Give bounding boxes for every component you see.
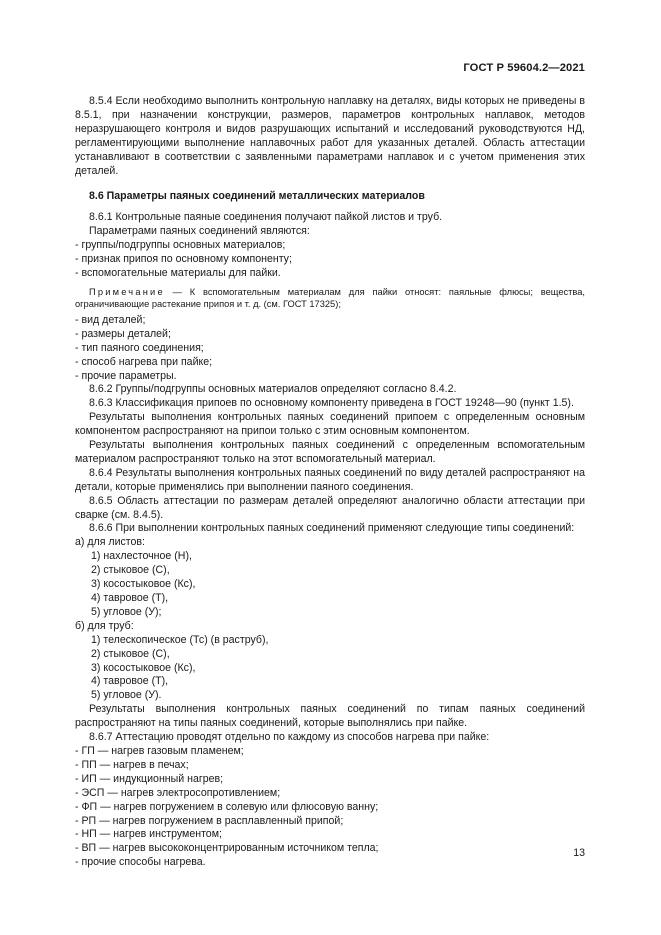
list-item: - способ нагрева при пайке; xyxy=(75,355,213,368)
pipes-heading: б) для труб: xyxy=(75,619,134,632)
list-item: - НП — нагрев инструментом; xyxy=(75,828,222,841)
list-item: - РП — нагрев погружением в расплавленный припой; xyxy=(75,814,344,827)
note-text: — К вспомогательным материалам для пайки относят: паяльные флюсы; вещества, ограничивающие растекание припоя и т. д. (см. ГОСТ 17325); xyxy=(75,286,585,310)
list-item: 5) угловое (У). xyxy=(91,689,162,702)
list-item: - признак припоя по основному компоненту; xyxy=(75,253,292,266)
params-intro: Параметрами паяных соединений являются: xyxy=(89,225,310,238)
list-item: - ЭСП — нагрев электросопротивлением; xyxy=(75,786,281,799)
list-item: - прочие параметры. xyxy=(75,369,177,382)
list-item: 3) косостыковое (Кс), xyxy=(91,578,196,591)
sheets-heading: а) для листов: xyxy=(75,536,145,549)
paragraph-results-3: Результаты выполнения контрольных паяных соединений по типам паяных соединений распространяют на типы паяных соединений, которые выполнялись при пайке. xyxy=(75,703,585,730)
page-number: 13 xyxy=(573,847,585,859)
list-item: - тип паяного соединения; xyxy=(75,341,204,354)
list-item: 4) тавровое (Т), xyxy=(91,592,169,604)
note xyxy=(75,286,585,311)
document-header: ГОСТ Р 59604.2—2021 xyxy=(463,62,585,74)
section-8-6-title: 8.6 Параметры паяных соединений металлических материалов xyxy=(89,190,425,203)
list-item: - ВП — нагрев высококонцентрированным источником тепла; xyxy=(75,842,379,855)
list-item: - группы/подгруппы основных материалов; xyxy=(75,239,286,252)
list-item: - вид деталей; xyxy=(75,313,146,326)
paragraph-8-6-1: 8.6.1 Контрольные паяные соединения получают пайкой листов и труб. xyxy=(89,211,443,224)
paragraph-8-6-6: 8.6.6 При выполнении контрольных паяных соединений применяют следующие типы соединений: xyxy=(89,522,575,535)
paragraph-8-6-5: 8.6.5 Область аттестации по размерам деталей определяют аналогично области аттестации при сварке (см. 8.4.5). xyxy=(75,494,585,521)
list-item: - ГП — нагрев газовым пламенем; xyxy=(75,744,244,757)
list-item: 5) угловое (У); xyxy=(91,605,162,618)
paragraph-results-1: Результаты выполнения контрольных паяных соединений припоем с определенным основным компонентом распространяют на припои только с этим основным компонентом. xyxy=(75,411,585,438)
note-label: Примечание xyxy=(89,286,165,297)
paragraph-8-5-4: 8.5.4 Если необходимо выполнить контрольную наплавку на деталях, виды которых не приведены в 8.5.1, при назначении конструкции, размеров, параметров контрольных наплавок, методов неразрушающего контроля и видов разрушающих испытаний и исследований руководствуются НД, регламентирующими выполнение наплавочных работ для указанных деталей. Область аттестации устанавливают в соответствии с заявленными параметрами наплавок и с учетом применения этих деталей. xyxy=(75,95,585,177)
paragraph-8-6-7: 8.6.7 Аттестацию проводят отдельно по каждому из способов нагрева при пайке: xyxy=(89,731,490,744)
list-item: 1) телескопическое (Тс) (в раструб), xyxy=(91,633,269,646)
list-item: - прочие способы нагрева. xyxy=(75,856,206,869)
list-item: - размеры деталей; xyxy=(75,327,171,340)
list-item: 1) нахлесточное (Н), xyxy=(91,550,192,563)
page-content xyxy=(75,95,585,870)
list-item: 2) стыковое (С), xyxy=(91,647,170,660)
list-item: - ФП — нагрев погружением в солевую или флюсовую ванну; xyxy=(75,800,379,813)
paragraph-8-6-4: 8.6.4 Результаты выполнения контрольных паяных соединений по виду деталей распространяют на детали, которые применялись при выполнении паяного соединения. xyxy=(75,466,585,493)
list-item: - ИП — индукционный нагрев; xyxy=(75,772,224,785)
list-item: 3) косостыковое (Кс), xyxy=(91,661,196,674)
list-item: 2) стыковое (С), xyxy=(91,564,170,577)
list-item: - ПП — нагрев в печах; xyxy=(75,758,189,771)
paragraph-results-2: Результаты выполнения контрольных паяных соединений с определенным вспомогательным материалом распространяют только на этот вспомогательный материал. xyxy=(75,439,585,465)
list-item: - вспомогательные материалы для пайки. xyxy=(75,266,281,279)
paragraph-8-6-3: 8.6.3 Классификация припоев по основному компоненту приведена в ГОСТ 19248—90 (пункт 1.5). xyxy=(89,397,574,410)
list-item: 4) тавровое (Т), xyxy=(91,675,169,688)
paragraph-8-6-2: 8.6.2 Группы/подгруппы основных материалов определяют согласно 8.4.2. xyxy=(89,383,457,396)
